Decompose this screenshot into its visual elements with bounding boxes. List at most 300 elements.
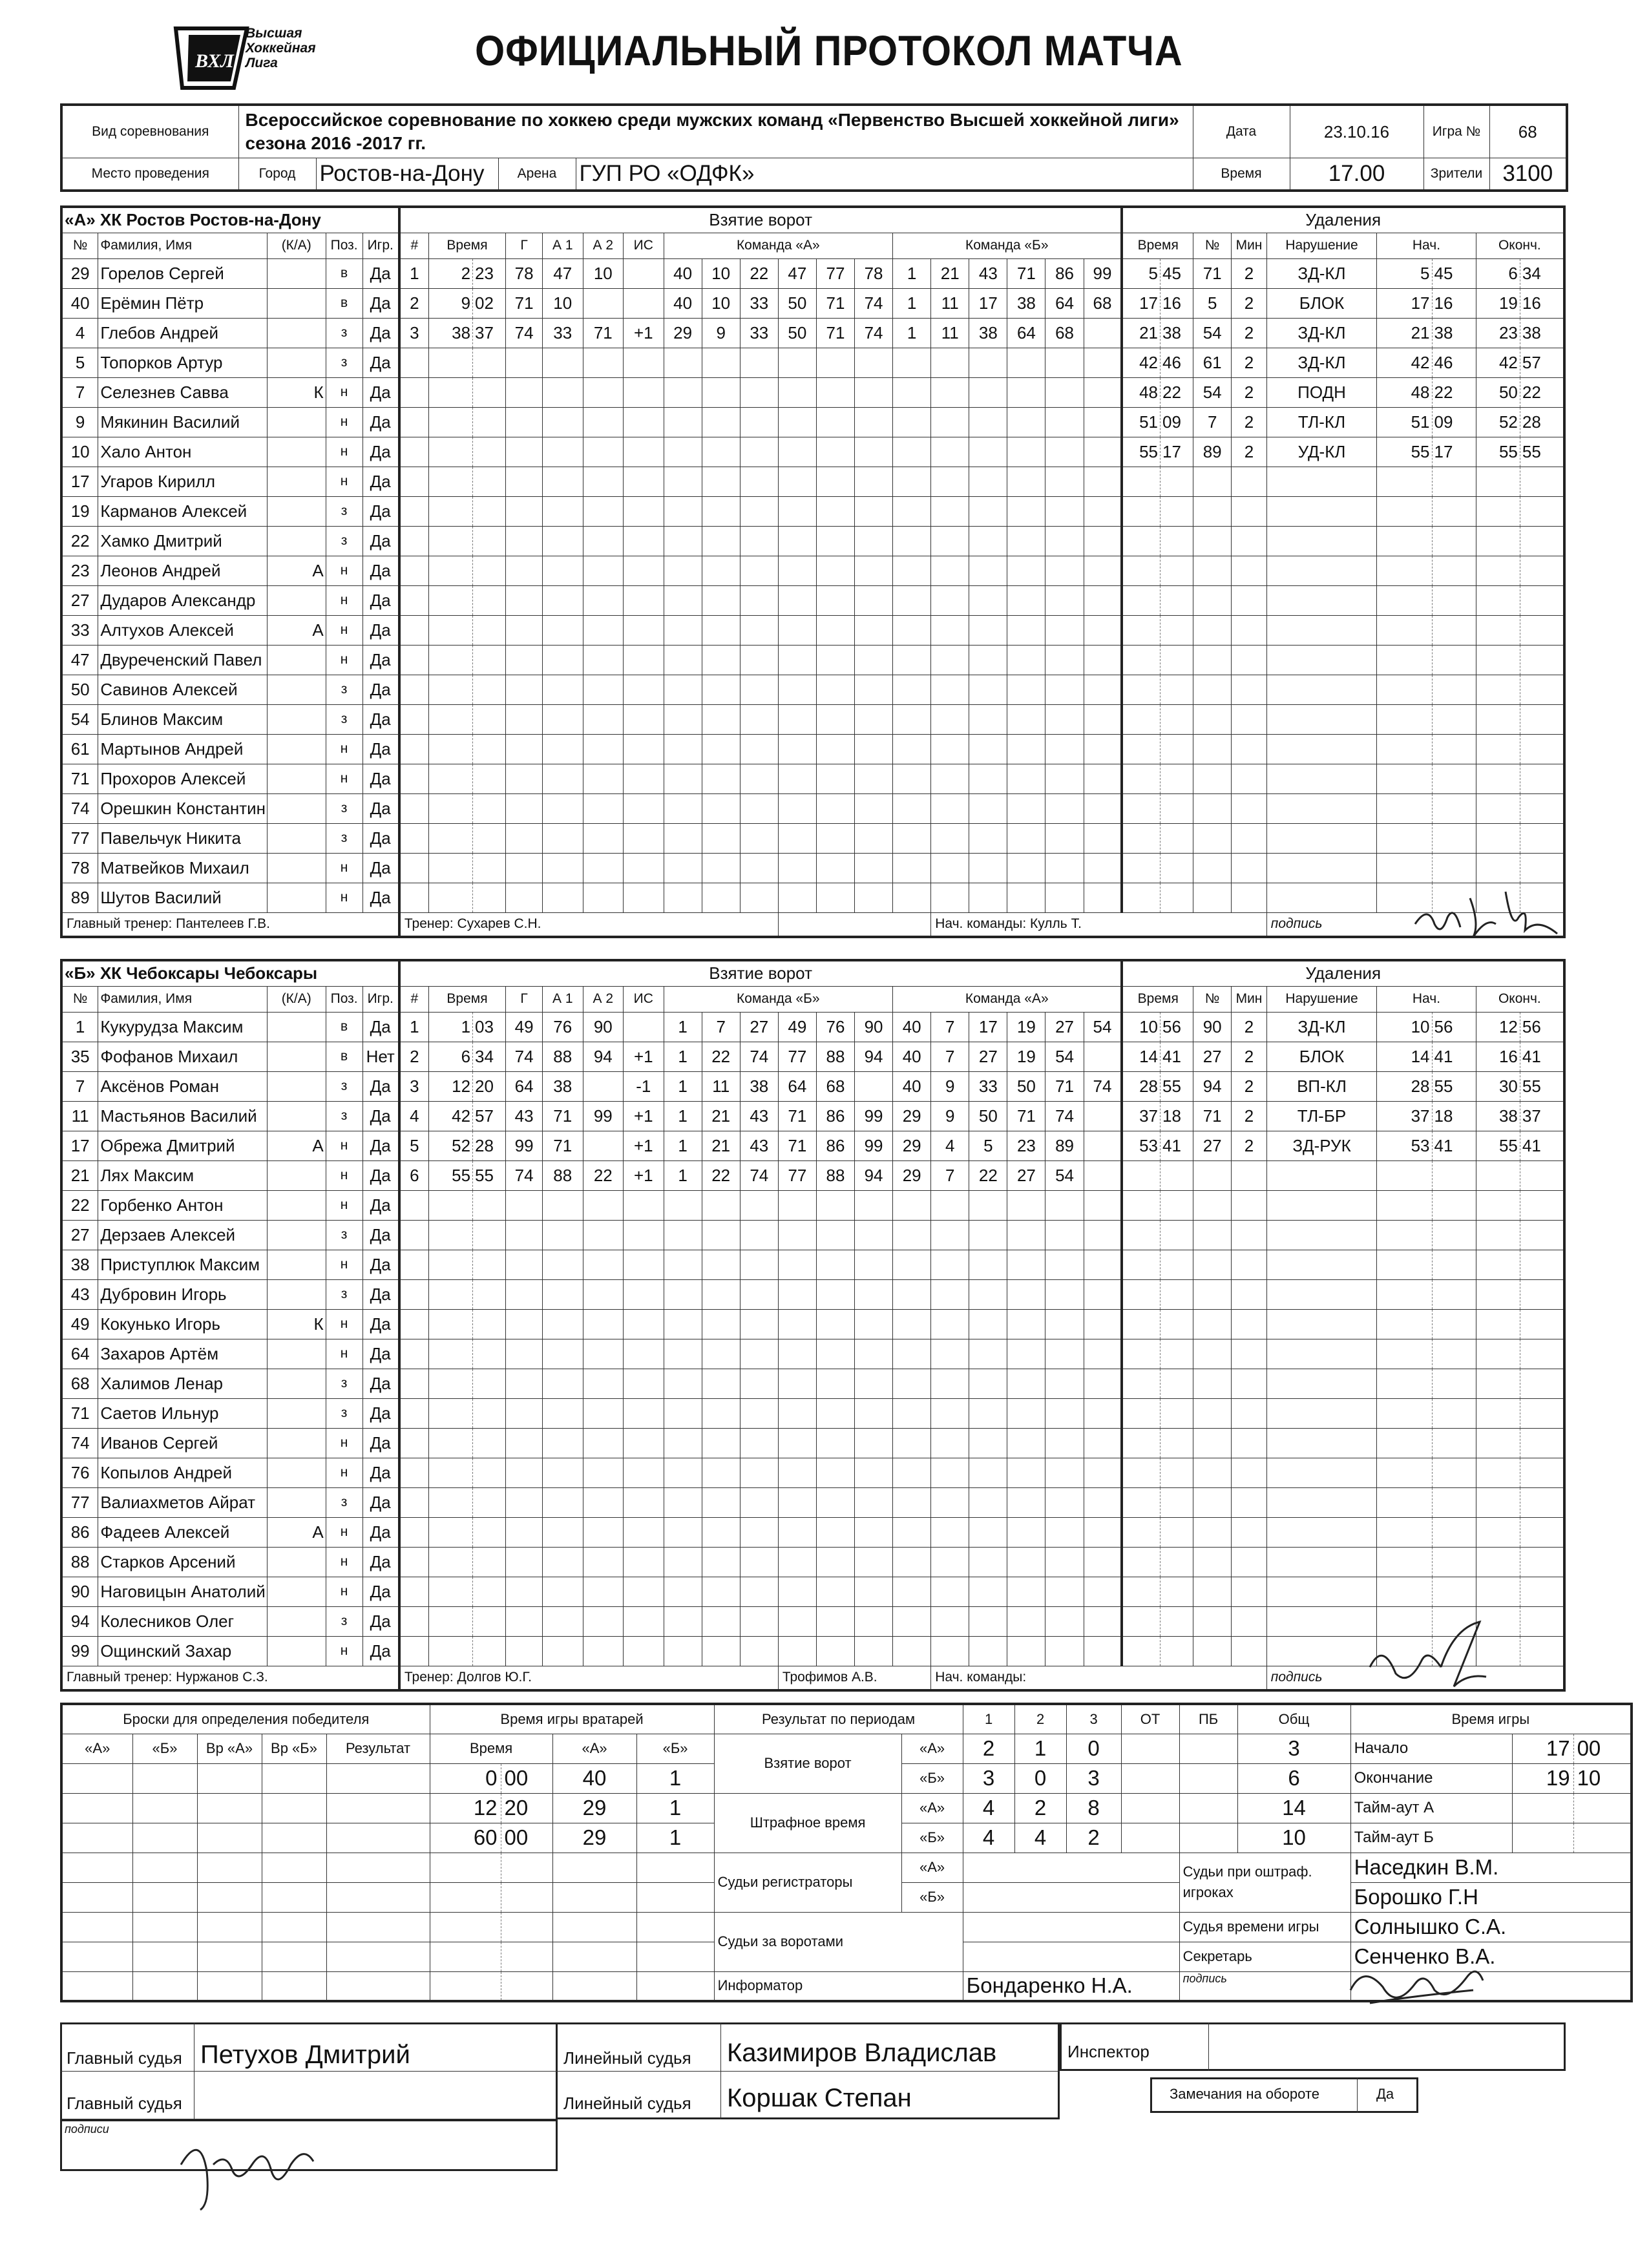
player-row <box>61 1487 1564 1517</box>
game-label: Игра № <box>1423 105 1489 158</box>
referee-signature-icon <box>174 2126 323 2216</box>
pen-violation: ЗД-КЛ <box>1266 348 1377 377</box>
goal-own-player: 1 <box>664 1101 702 1131</box>
col-own-team: Команда «Б» <box>664 986 893 1012</box>
arena-value: ГУП РО «ОДФК» <box>576 158 1193 191</box>
goal-opp-player: 71 <box>1007 258 1045 288</box>
player-position: н <box>326 556 362 585</box>
pen-end-sec: 37 <box>1520 1101 1564 1131</box>
player-number: 74 <box>61 793 98 823</box>
col-pmin: Мин <box>1232 233 1267 258</box>
goals-b-label: «Б» <box>901 1763 963 1793</box>
player-row <box>61 734 1564 764</box>
player-number: 89 <box>61 883 98 912</box>
player-position: н <box>326 615 362 645</box>
player-row <box>61 1636 1564 1666</box>
goal-assist-1: 10 <box>543 288 583 318</box>
pen-violation: ВП-КЛ <box>1266 1071 1377 1101</box>
player-role <box>267 496 326 526</box>
main-ref-1-value: Петухов Дмитрий <box>200 2041 410 2069</box>
pen-min: 42 <box>1122 348 1160 377</box>
spect-label: Зрители <box>1423 158 1489 191</box>
player-row <box>61 883 1564 912</box>
goal-min: 2 <box>428 258 472 288</box>
goal-opp-player: 27 <box>969 1042 1007 1071</box>
player-played: Да <box>362 1250 399 1279</box>
player-played: Да <box>362 1339 399 1369</box>
player-position: н <box>326 853 362 883</box>
pen-player: 54 <box>1193 318 1232 348</box>
player-played: Да <box>362 348 399 377</box>
player-number: 22 <box>61 526 98 556</box>
date-value: 23.10.16 <box>1290 105 1423 158</box>
pen-sec: 56 <box>1160 1012 1193 1042</box>
pen-start-sec: 41 <box>1432 1042 1476 1071</box>
goal-own-player: 64 <box>778 1071 816 1101</box>
col-a1: А 1 <box>543 233 583 258</box>
col-num: № <box>61 986 98 1012</box>
player-row <box>61 1160 1564 1190</box>
goal-own-player: 50 <box>778 288 816 318</box>
player-name: Захаров Артём <box>98 1339 267 1369</box>
player-played: Да <box>362 467 399 496</box>
player-name: Фадеев Алексей <box>98 1517 267 1547</box>
player-position: н <box>326 377 362 407</box>
goals-a-p2: 1 <box>1014 1734 1066 1763</box>
goal-opp-player: 86 <box>1045 258 1084 288</box>
goal-scorer: 64 <box>506 1071 543 1101</box>
pen-start-min: 51 <box>1377 407 1432 437</box>
pen-minutes: 2 <box>1232 1101 1267 1131</box>
player-row <box>61 1190 1564 1220</box>
pen-player: 94 <box>1193 1071 1232 1101</box>
goal-min: 12 <box>428 1071 472 1101</box>
player-played: Да <box>362 407 399 437</box>
ref-sign-label: подписи <box>65 2123 109 2136</box>
goal-own-player: 40 <box>664 288 702 318</box>
player-role <box>267 258 326 288</box>
teamA-title: «А» ХК Ростов Ростов-на-Дону <box>61 207 399 233</box>
pbox-label: Судьи при оштраф. игроках <box>1179 1853 1350 1912</box>
player-role <box>267 526 326 556</box>
goal-situation <box>624 1012 664 1042</box>
player-role <box>267 823 326 853</box>
game-value: 68 <box>1489 105 1567 158</box>
player-played: Да <box>362 1071 399 1101</box>
svg-text:ВХЛ: ВХЛ <box>195 50 234 72</box>
goal-own-player: 71 <box>816 318 854 348</box>
player-number: 76 <box>61 1458 98 1487</box>
goal-opp-player: 1 <box>893 288 931 318</box>
goal-own-player: 99 <box>855 1131 893 1160</box>
player-role <box>267 1606 326 1636</box>
pen-violation: ТЛ-КЛ <box>1266 407 1377 437</box>
player-row <box>61 348 1564 377</box>
goal-assist-2 <box>583 288 624 318</box>
player-role <box>267 764 326 793</box>
player-played: Да <box>362 1458 399 1487</box>
player-position: з <box>326 348 362 377</box>
pen-min: 28 <box>1122 1071 1160 1101</box>
end-label: Окончание <box>1350 1763 1512 1793</box>
main-ref-1-label: Главный судья <box>67 2048 182 2068</box>
goal-opp-player: 38 <box>1007 288 1045 318</box>
spect-value: 3100 <box>1489 158 1567 191</box>
goal-opp-player: 1 <box>893 258 931 288</box>
player-number: 38 <box>61 1250 98 1279</box>
player-role <box>267 1190 326 1220</box>
goal-number: 5 <box>399 1131 428 1160</box>
player-position: н <box>326 1577 362 1606</box>
player-number: 10 <box>61 437 98 467</box>
pen-start-min: 55 <box>1377 437 1432 467</box>
goal-assist-2: 99 <box>583 1101 624 1131</box>
player-name: Ерёмин Пётр <box>98 288 267 318</box>
pen-end-min: 30 <box>1476 1071 1520 1101</box>
pen-end-sec: 38 <box>1520 318 1564 348</box>
pen-start-sec: 38 <box>1432 318 1476 348</box>
player-row <box>61 1042 1564 1071</box>
player-played: Да <box>362 1547 399 1577</box>
pim-a-total: 14 <box>1237 1793 1350 1823</box>
player-name: Иванов Сергей <box>98 1428 267 1458</box>
col-ka: (К/А) <box>267 986 326 1012</box>
col-pstart: Нач. <box>1377 233 1476 258</box>
pen-player: 61 <box>1193 348 1232 377</box>
gk-col-a: «А» <box>552 1734 636 1763</box>
col-a2: А 2 <box>583 233 624 258</box>
player-role <box>267 853 326 883</box>
player-name: Мякинин Василий <box>98 407 267 437</box>
player-played: Да <box>362 1279 399 1309</box>
player-row <box>61 853 1564 883</box>
teamA-head-coach: Главный тренер: Пантелеев Г.В. <box>61 912 399 937</box>
goals-a-total: 3 <box>1237 1734 1350 1763</box>
pim-a-ot <box>1121 1793 1179 1823</box>
player-position: в <box>326 1012 362 1042</box>
pen-violation: ЗД-РУК <box>1266 1131 1377 1160</box>
pim-a-p1: 4 <box>963 1793 1014 1823</box>
player-played: Да <box>362 675 399 704</box>
logo-text: Высшая Хоккейная Лига <box>246 26 316 70</box>
player-name: Савинов Алексей <box>98 675 267 704</box>
goal-assist-1: 76 <box>543 1012 583 1042</box>
goal-own-player: 27 <box>740 1012 778 1042</box>
goal-own-player: 21 <box>702 1101 740 1131</box>
goal-own-player: 88 <box>816 1042 854 1071</box>
player-position: н <box>326 883 362 912</box>
linesman-1-label: Линейный судья <box>563 2048 691 2068</box>
player-row <box>61 1606 1564 1636</box>
pen-player: 71 <box>1193 1101 1232 1131</box>
teamB-head-coach: Главный тренер: Нуржанов С.З. <box>61 1666 399 1690</box>
player-number: 33 <box>61 615 98 645</box>
goal-situation: +1 <box>624 1160 664 1190</box>
pen-start-sec: 46 <box>1432 348 1476 377</box>
pen-start-sec: 41 <box>1432 1131 1476 1160</box>
player-name: Хало Антон <box>98 437 267 467</box>
player-position: з <box>326 704 362 734</box>
vhl-logo-icon <box>169 23 253 94</box>
player-played: Да <box>362 1369 399 1398</box>
gk-row3-sec: 00 <box>501 1823 552 1853</box>
pen-end-min: 50 <box>1476 377 1520 407</box>
player-position: з <box>326 823 362 853</box>
goal-sec: 28 <box>473 1131 506 1160</box>
goal-scorer: 99 <box>506 1131 543 1160</box>
player-number: 27 <box>61 585 98 615</box>
player-row <box>61 377 1564 407</box>
col-pviol: Нарушение <box>1266 233 1377 258</box>
pen-start-sec: 45 <box>1432 258 1476 288</box>
goal-own-player <box>855 1071 893 1101</box>
informer-value: Бондаренко Н.А. <box>963 1971 1179 2001</box>
player-number: 88 <box>61 1547 98 1577</box>
goal-assist-1: 38 <box>543 1071 583 1101</box>
teamB-team-chief: Нач. команды: <box>931 1666 1267 1690</box>
goal-assist-2 <box>583 1071 624 1101</box>
goal-own-player: 99 <box>855 1101 893 1131</box>
goals-b-ot <box>1121 1763 1179 1793</box>
goal-own-player: 74 <box>740 1160 778 1190</box>
goal-opp-player: 71 <box>1007 1101 1045 1131</box>
goal-own-player: 78 <box>855 258 893 288</box>
player-role <box>267 1220 326 1250</box>
goal-own-player: 43 <box>740 1101 778 1131</box>
secretary-label: Секретарь <box>1179 1942 1350 1971</box>
player-name: Аксёнов Роман <box>98 1071 267 1101</box>
player-row <box>61 1369 1564 1398</box>
player-name: Дубровин Игорь <box>98 1279 267 1309</box>
pen-sec: 22 <box>1160 377 1193 407</box>
player-position: з <box>326 1369 362 1398</box>
pen-min: 5 <box>1122 258 1160 288</box>
pen-sec: 41 <box>1160 1042 1193 1071</box>
player-position: з <box>326 496 362 526</box>
goal-assist-2: 22 <box>583 1160 624 1190</box>
player-played: Да <box>362 496 399 526</box>
player-name: Приступлюк Максим <box>98 1250 267 1279</box>
player-played: Да <box>362 1636 399 1666</box>
pen-start-min: 42 <box>1377 348 1432 377</box>
player-number: 7 <box>61 377 98 407</box>
col-pnum: № <box>1193 986 1232 1012</box>
player-row <box>61 823 1564 853</box>
goal-own-player: 77 <box>778 1042 816 1071</box>
secretary-value: Сенченко В.А. <box>1350 1942 1632 1971</box>
pen-player: 90 <box>1193 1012 1232 1042</box>
player-played: Да <box>362 288 399 318</box>
goal-assist-2: 10 <box>583 258 624 288</box>
player-role <box>267 675 326 704</box>
goal-assist-1: 71 <box>543 1131 583 1160</box>
res-col-ot: ОТ <box>1121 1704 1179 1734</box>
pim-b-total: 10 <box>1237 1823 1350 1853</box>
goal-own-player: 29 <box>664 318 702 348</box>
player-position: н <box>326 1160 362 1190</box>
goal-own-player: 22 <box>702 1042 740 1071</box>
res-col-2: 2 <box>1014 1704 1066 1734</box>
player-played: Да <box>362 704 399 734</box>
player-role: А <box>267 1131 326 1160</box>
player-name: Двуреченский Павел <box>98 645 267 675</box>
goal-own-player: 1 <box>664 1012 702 1042</box>
goals-b-p1: 3 <box>963 1763 1014 1793</box>
player-role <box>267 704 326 734</box>
goal-opp-player: 23 <box>1007 1131 1045 1160</box>
player-played: Да <box>362 1160 399 1190</box>
player-name: Валиахметов Айрат <box>98 1487 267 1517</box>
player-row <box>61 437 1564 467</box>
pen-player: 5 <box>1193 288 1232 318</box>
player-played: Да <box>362 1220 399 1250</box>
player-number: 11 <box>61 1101 98 1131</box>
goal-situation: +1 <box>624 1101 664 1131</box>
goal-situation: -1 <box>624 1071 664 1101</box>
goals-a-p1: 2 <box>963 1734 1014 1763</box>
goal-opp-player: 64 <box>1045 288 1084 318</box>
goal-opp-player: 27 <box>1045 1012 1084 1042</box>
col-opp-team: Команда «А» <box>893 986 1122 1012</box>
goal-own-player: 90 <box>855 1012 893 1042</box>
linesman-2-label: Линейный судья <box>563 2094 691 2113</box>
informer-label: Информатор <box>714 1971 963 2001</box>
player-name: Мартынов Андрей <box>98 734 267 764</box>
player-position: з <box>326 526 362 556</box>
player-position: н <box>326 734 362 764</box>
pen-start-min: 14 <box>1377 1042 1432 1071</box>
col-hash: # <box>399 233 428 258</box>
player-name: Блинов Максим <box>98 704 267 734</box>
player-position: з <box>326 1071 362 1101</box>
player-position: н <box>326 764 362 793</box>
pen-start-min: 5 <box>1377 258 1432 288</box>
player-played: Да <box>362 615 399 645</box>
goal-opp-player: 11 <box>931 318 969 348</box>
player-number: 27 <box>61 1220 98 1250</box>
goal-opp-player: 50 <box>969 1101 1007 1131</box>
goal-opp-player: 7 <box>931 1160 969 1190</box>
pen-min: 10 <box>1122 1012 1160 1042</box>
pen-start-min: 53 <box>1377 1131 1432 1160</box>
player-played: Да <box>362 556 399 585</box>
pen-end-sec: 16 <box>1520 288 1564 318</box>
goal-opp-player: 89 <box>1045 1131 1084 1160</box>
city-value: Ростов-на-Дону <box>316 158 498 191</box>
player-role <box>267 645 326 675</box>
timekeeper-value: Солнышко С.А. <box>1350 1912 1632 1942</box>
col-ptime: Время <box>1122 233 1193 258</box>
shots-col-gka: Вр «А» <box>197 1734 262 1763</box>
player-position: н <box>326 1458 362 1487</box>
goal-sec: 03 <box>473 1012 506 1042</box>
player-role <box>267 467 326 496</box>
player-role: А <box>267 1517 326 1547</box>
goal-own-player: 94 <box>855 1160 893 1190</box>
goal-own-player: 10 <box>702 288 740 318</box>
goal-scorer: 71 <box>506 288 543 318</box>
player-role <box>267 1398 326 1428</box>
pen-end-min: 6 <box>1476 258 1520 288</box>
player-name: Копылов Андрей <box>98 1458 267 1487</box>
player-role <box>267 1160 326 1190</box>
player-name: Хамко Дмитрий <box>98 526 267 556</box>
pen-sec: 55 <box>1160 1071 1193 1101</box>
goals-a-pb <box>1179 1734 1237 1763</box>
goal-opp-player: 71 <box>1045 1071 1084 1101</box>
player-row <box>61 258 1564 288</box>
player-role <box>267 1487 326 1517</box>
goal-own-player: 71 <box>778 1101 816 1131</box>
goal-opp-player: 43 <box>969 258 1007 288</box>
goal-own-player: 7 <box>702 1012 740 1042</box>
goal-own-player: 76 <box>816 1012 854 1042</box>
pen-end-min: 52 <box>1476 407 1520 437</box>
gk-row1-a: 40 <box>552 1763 636 1793</box>
goal-min: 6 <box>428 1042 472 1071</box>
player-name: Дерзаев Алексей <box>98 1220 267 1250</box>
goal-own-player: 88 <box>816 1160 854 1190</box>
goal-own-player: 86 <box>816 1101 854 1131</box>
player-name: Селезнев Савва <box>98 377 267 407</box>
gk-row2-b: 1 <box>636 1793 714 1823</box>
reg-a-label: «А» <box>901 1853 963 1882</box>
pim-label: Штрафное время <box>714 1793 901 1853</box>
city-label: Город <box>238 158 316 191</box>
pim-a-pb <box>1179 1793 1237 1823</box>
player-played: Да <box>362 1190 399 1220</box>
pim-b-label: «Б» <box>901 1823 963 1853</box>
team-b-signature-icon <box>1357 1615 1499 1699</box>
goal-sec: 57 <box>473 1101 506 1131</box>
player-played: Да <box>362 526 399 556</box>
pen-minutes: 2 <box>1232 1071 1267 1101</box>
linesman-1-value: Казимиров Владислав <box>727 2039 997 2067</box>
pen-player: 71 <box>1193 258 1232 288</box>
goal-own-player: 1 <box>664 1042 702 1071</box>
player-position: н <box>326 1190 362 1220</box>
player-row <box>61 645 1564 675</box>
player-name: Фофанов Михаил <box>98 1042 267 1071</box>
goal-opp-player: 29 <box>893 1101 931 1131</box>
player-played: Да <box>362 883 399 912</box>
player-row <box>61 704 1564 734</box>
player-role <box>267 585 326 615</box>
pen-end-min: 19 <box>1476 288 1520 318</box>
player-number: 86 <box>61 1517 98 1547</box>
player-name: Кокунько Игорь <box>98 1309 267 1339</box>
pen-sec: 16 <box>1160 288 1193 318</box>
goal-opp-player: 29 <box>893 1131 931 1160</box>
pen-end-sec: 57 <box>1520 348 1564 377</box>
goal-own-player: 77 <box>778 1160 816 1190</box>
goal-number: 2 <box>399 288 428 318</box>
player-played: Да <box>362 318 399 348</box>
col-name: Фамилия, Имя <box>98 986 267 1012</box>
teamA-goals-title: Взятие ворот <box>399 207 1122 233</box>
player-row <box>61 407 1564 437</box>
player-number: 1 <box>61 1012 98 1042</box>
col-own-team: Команда «А» <box>664 233 893 258</box>
gk-row1-min: 0 <box>430 1763 501 1793</box>
player-row <box>61 467 1564 496</box>
player-played: Да <box>362 1577 399 1606</box>
comp-value: Всероссийское соревнование по хоккею среди мужских команд «Первенство Высшей хоккейной лиги» сезона 2016 -2017 гг. <box>238 105 1193 158</box>
pim-b-ot <box>1121 1823 1179 1853</box>
teamA-coach-2 <box>778 912 930 937</box>
goal-opp-player: 17 <box>969 1012 1007 1042</box>
start-hour: 17 <box>1512 1734 1573 1763</box>
